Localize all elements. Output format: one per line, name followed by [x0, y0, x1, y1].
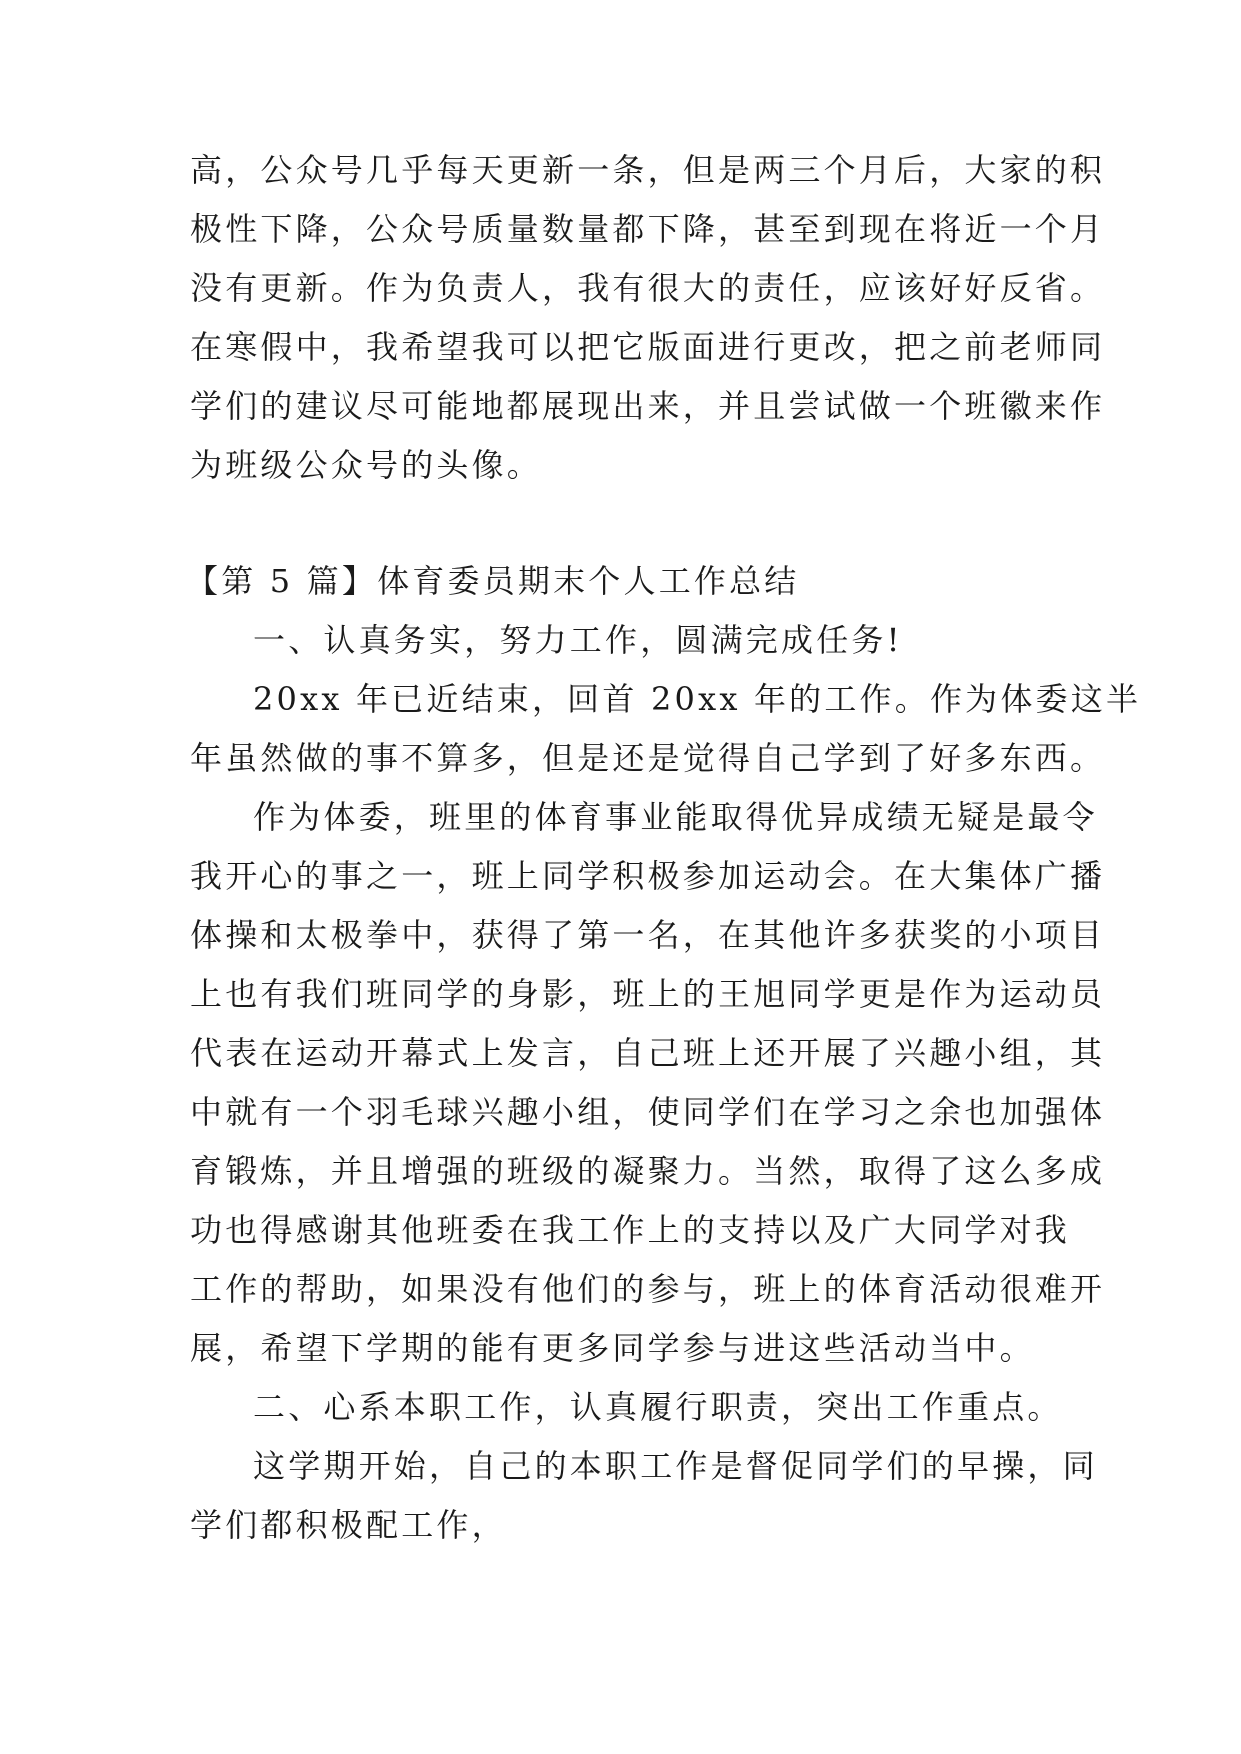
- section-heading: 【第 5 篇】体育委员期末个人工作总结: [186, 562, 800, 600]
- paragraph-line: 为班级公众号的头像。: [190, 446, 543, 484]
- subheading: 一、认真务实，努力工作，圆满完成任务!: [253, 621, 903, 659]
- paragraph-line: 代表在运动开幕式上发言，自己班上还开展了兴趣小组，其: [190, 1034, 1106, 1072]
- paragraph-line: 育锻炼，并且增强的班级的凝聚力。当然，取得了这么多成: [190, 1152, 1106, 1190]
- paragraph-line: 学们的建议尽可能地都展现出来，并且尝试做一个班徽来作: [190, 387, 1106, 425]
- paragraph-line: 作为体委，班里的体育事业能取得优异成绩无疑是最令: [253, 798, 1098, 836]
- paragraph-line: 功也得感谢其他班委在我工作上的支持以及广大同学对我: [190, 1211, 1071, 1249]
- subheading: 二、心系本职工作，认真履行职责，突出工作重点。: [253, 1388, 1063, 1426]
- paragraph-line: 中就有一个羽毛球兴趣小组，使同学们在学习之余也加强体: [190, 1093, 1106, 1131]
- paragraph-line: 极性下降，公众号质量数量都下降，甚至到现在将近一个月: [190, 210, 1106, 248]
- paragraph-line: 高，公众号几乎每天更新一条，但是两三个月后，大家的积: [190, 151, 1106, 189]
- paragraph-line: 我开心的事之一，班上同学积极参加运动会。在大集体广播: [190, 857, 1106, 895]
- paragraph-line: 体操和太极拳中，获得了第一名，在其他许多获奖的小项目: [190, 916, 1106, 954]
- paragraph-line: 展，希望下学期的能有更多同学参与进这些活动当中。: [190, 1329, 1035, 1367]
- paragraph-line: 年虽然做的事不算多，但是还是觉得自己学到了好多东西。: [190, 739, 1106, 777]
- paragraph-line: 20xx 年已近结束，回首 20xx 年的工作。作为体委这半: [253, 680, 1142, 718]
- paragraph-line: 工作的帮助，如果没有他们的参与，班上的体育活动很难开: [190, 1270, 1106, 1308]
- paragraph-line: 没有更新。作为负责人，我有很大的责任，应该好好反省。: [190, 269, 1106, 307]
- paragraph-line: 学们都积极配工作，: [190, 1506, 507, 1544]
- paragraph-line: 上也有我们班同学的身影，班上的王旭同学更是作为运动员: [190, 975, 1106, 1013]
- paragraph-line: 这学期开始，自己的本职工作是督促同学们的早操，同: [253, 1447, 1098, 1485]
- paragraph-line: 在寒假中，我希望我可以把它版面进行更改，把之前老师同: [190, 328, 1106, 366]
